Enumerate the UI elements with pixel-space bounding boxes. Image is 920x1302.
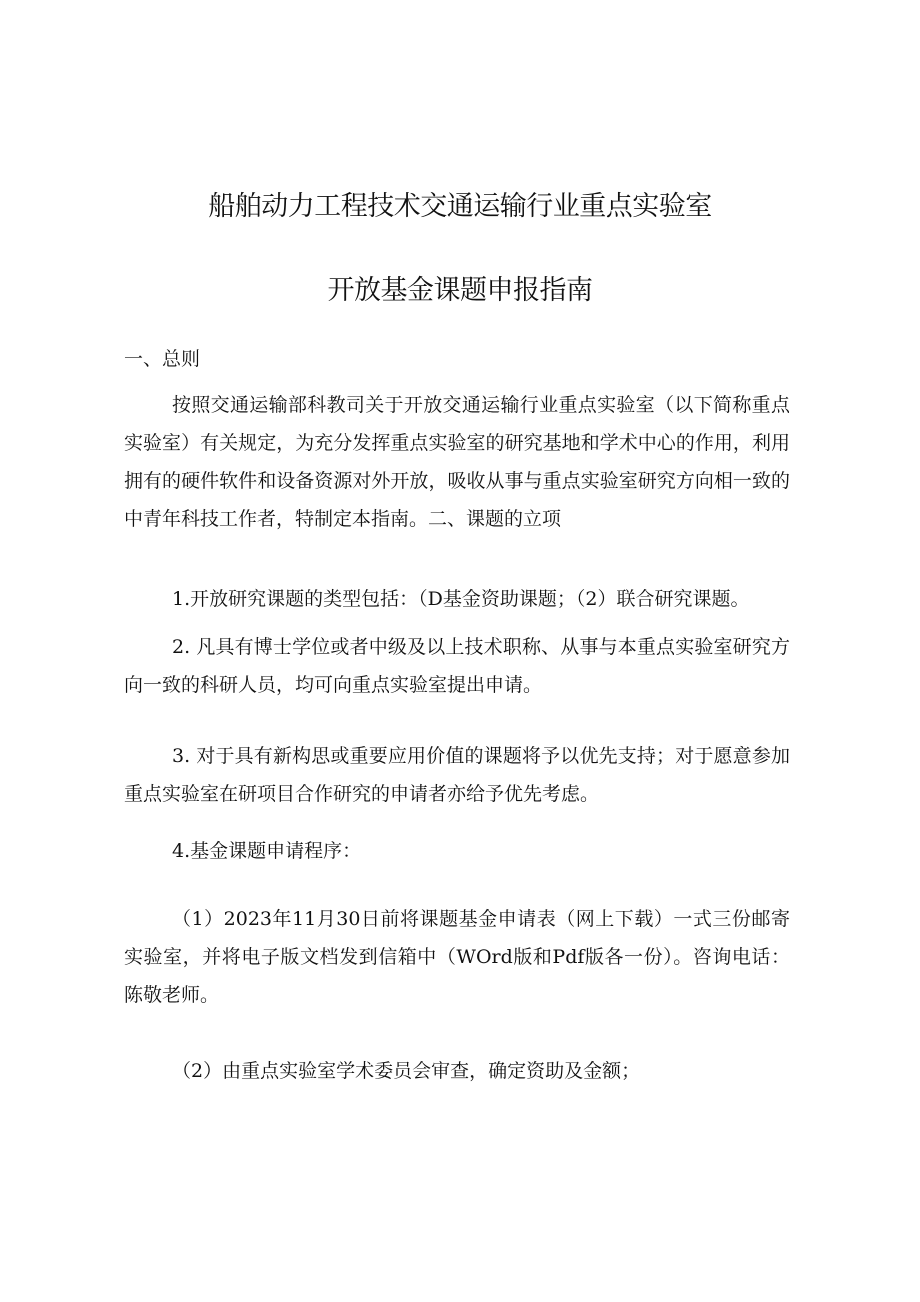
general-paragraph bbox=[124, 386, 790, 538]
list-item-1: 1.开放研究课题的类型包括：（D基金资助课题；（2）联合研究课题。 bbox=[172, 588, 750, 610]
document-title-line-1: 船舶动力工程技术交通运输行业重点实验室 bbox=[208, 191, 712, 222]
list-item-2: 2. 凡具有博士学位或者中级及以上技术职称、从事与本重点实验室研究方向一致的科研人员，均可向重点实验室提出申请。 bbox=[124, 636, 790, 696]
application-step-2: （2）由重点实验室学术委员会审查，确定资助及金额； bbox=[172, 1060, 641, 1082]
application-step-1: （1）2023年11月30日前将课题基金申请表（网上下载）一式三份邮寄实验室，并将电子版文档发到信箱中（WOrd版和Pdf版各一份）。咨询电话：陈敬老师。 bbox=[124, 908, 790, 1006]
list-item-4: 4.基金课题申请程序： bbox=[172, 840, 362, 862]
document-title-line-2: 开放基金课题申报指南 bbox=[327, 275, 593, 306]
general-paragraph-text: 按照交通运输部科教司关于开放交通运输行业重点实验室（以下简称重点实验室）有关规定，为充分发挥重点实验室的研究基地和学术中心的作用，利用拥有的硬件软件和设备资源对外开放，吸收从事与重点实验室研究方向相一致的中青年科技工作者，特制定本指南。 bbox=[124, 394, 790, 530]
list-item-3: 3. 对于具有新构思或重要应用价值的课题将予以优先支持；对于愿意参加重点实验室在研项目合作研究的申请者亦给予优先考虑。 bbox=[124, 745, 790, 805]
section-heading-general: 一、总则 bbox=[124, 348, 201, 370]
section-heading-topic-establishment: 二、课题的立项 bbox=[428, 508, 562, 530]
